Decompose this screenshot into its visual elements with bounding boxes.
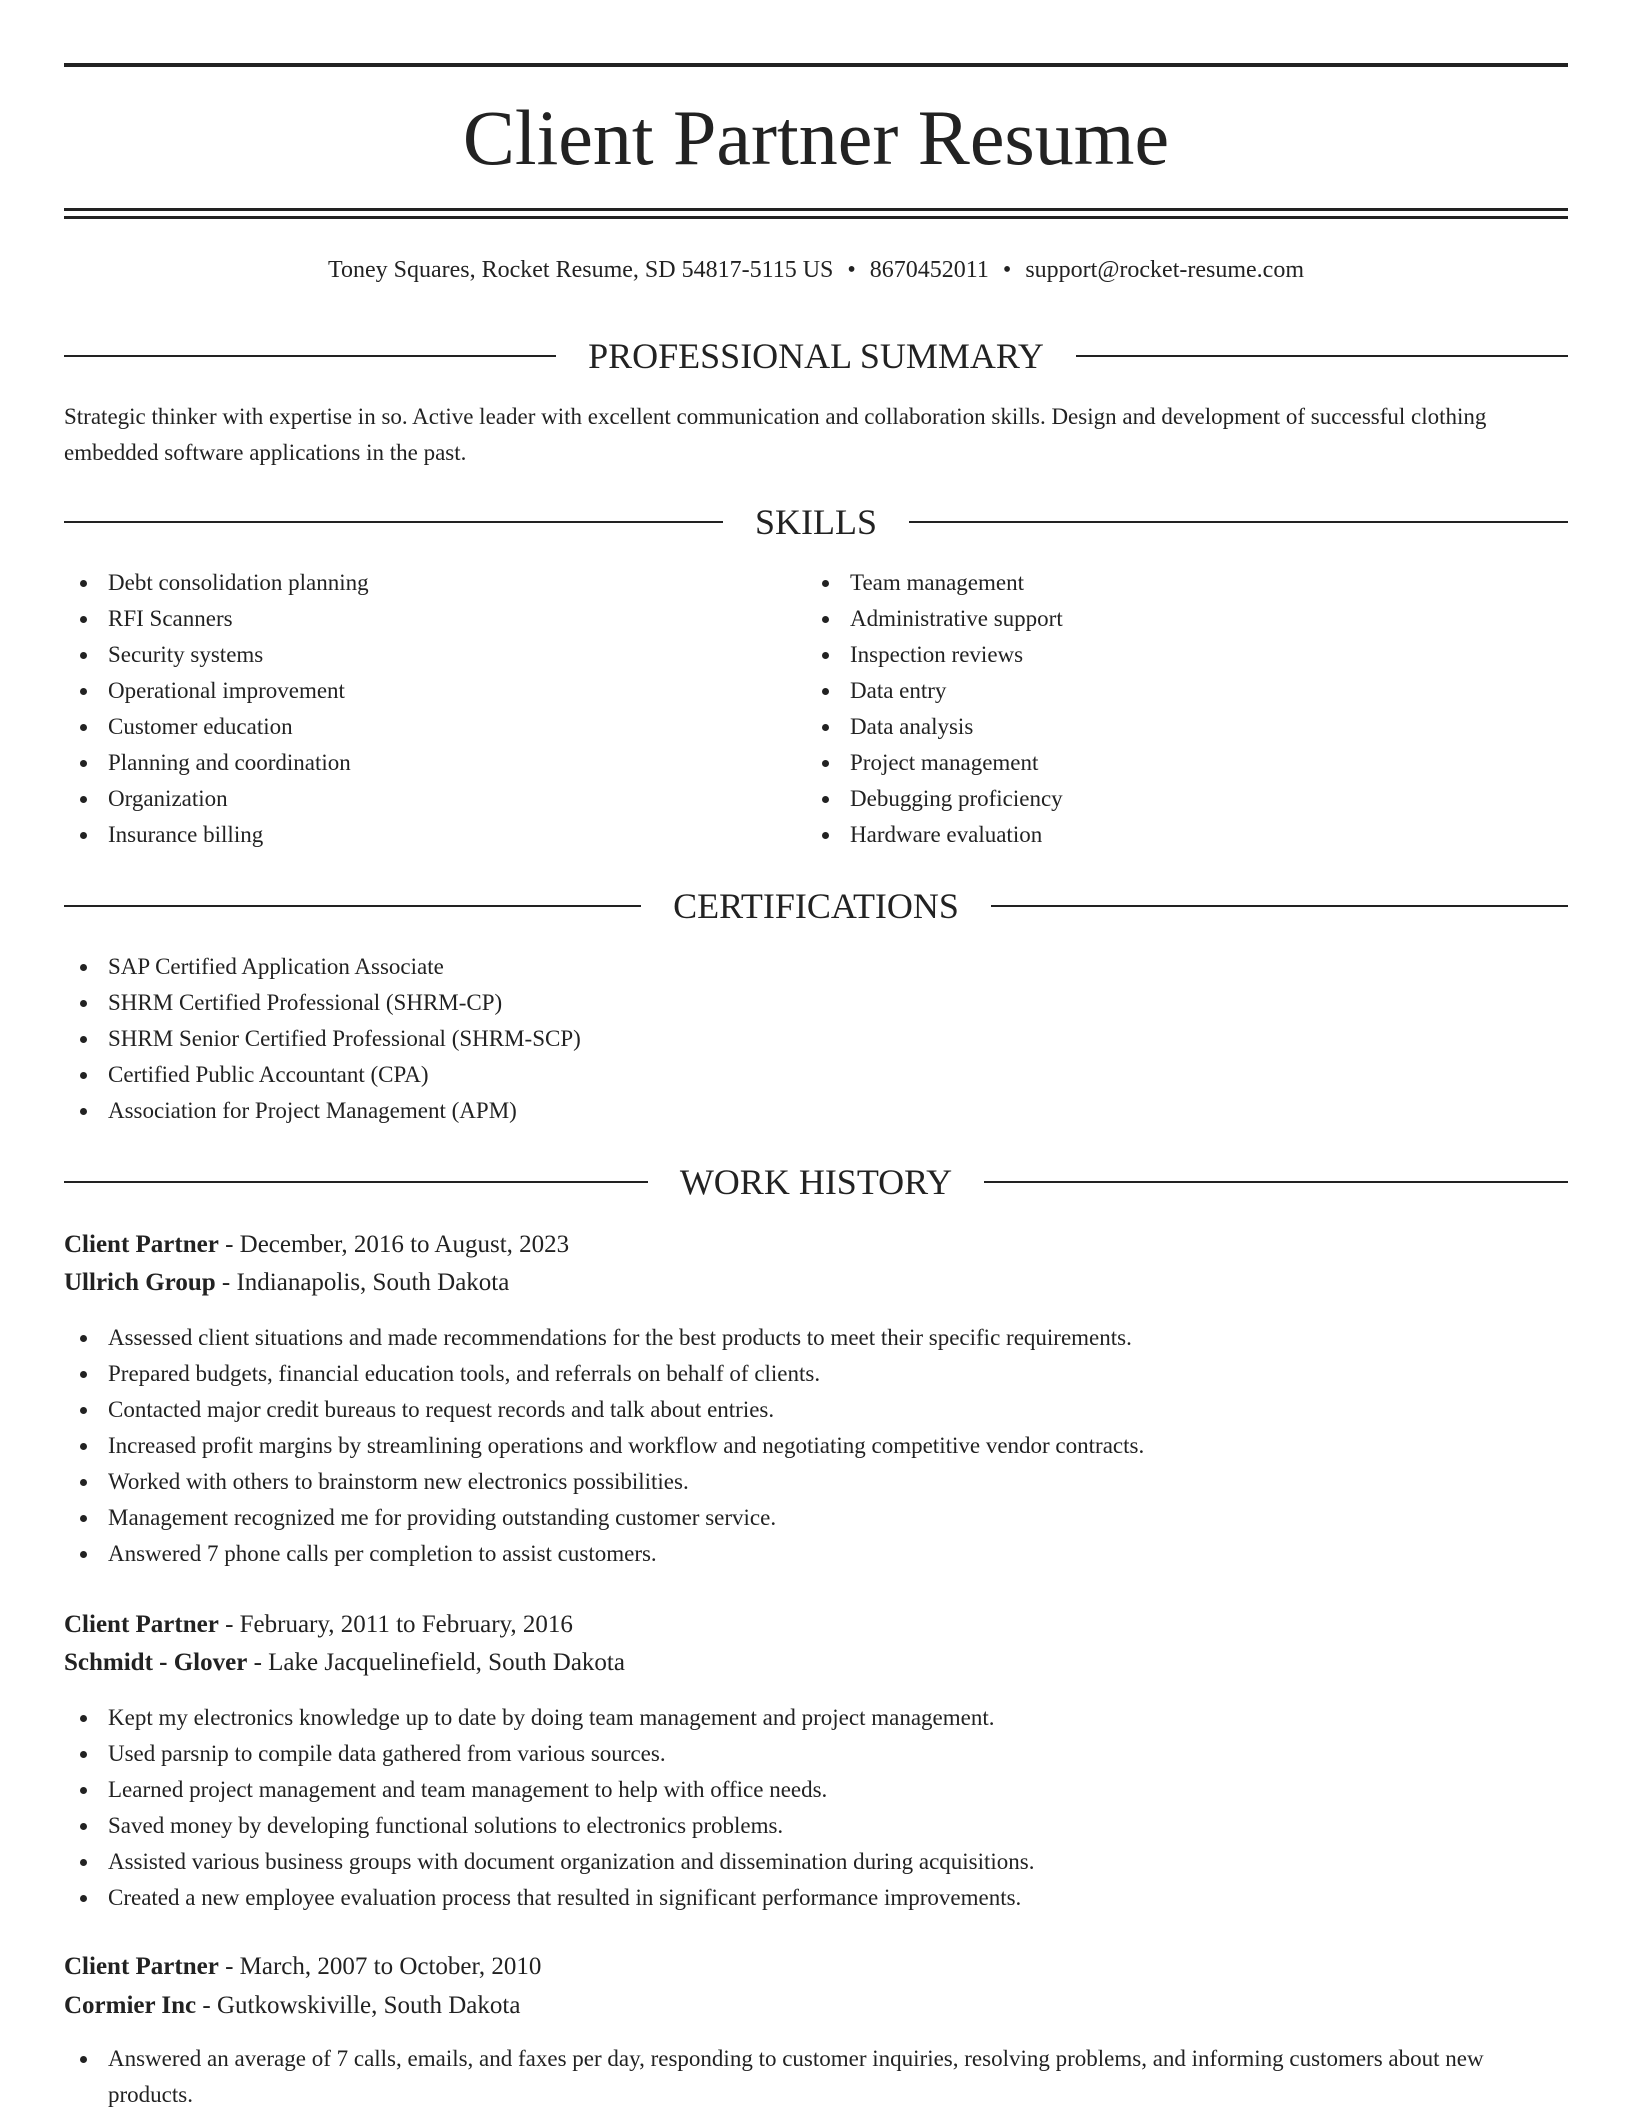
job-bullet-list [64,2041,1568,2113]
job-location: - Lake Jacquelinefield, South Dakota [247,1649,625,1676]
job-company-line [64,1988,1568,2024]
certifications-heading [64,884,1568,928]
job-bullet: Assessed client situations and made recommendations for the best products to meet their specific requirements. [64,1320,1568,1356]
job-bullet-list [64,1700,1568,1916]
certification-item: Certified Public Accountant (CPA) [64,1057,1568,1093]
certification-item: SHRM Certified Professional (SHRM-CP) [64,985,1568,1021]
job-bullet: Saved money by developing functional solutions to electronics problems. [64,1808,1568,1844]
top-rule [64,63,1568,67]
skills-heading-label: SKILLS [755,502,878,542]
summary-heading [64,334,1568,378]
certification-item: Association for Project Management (APM) [64,1093,1568,1129]
job-title-line [64,1227,1568,1263]
job-bullet: Used parsnip to compile data gathered from various sources. [64,1736,1568,1772]
skill-item: Planning and coordination [64,745,804,781]
skills-right-list [806,565,1546,853]
skill-item: Team management [806,565,1546,601]
certifications-heading-label: CERTIFICATIONS [673,886,959,926]
skill-item: RFI Scanners [64,601,804,637]
title-rule-lower [64,216,1568,219]
skill-item: Debt consolidation planning [64,565,804,601]
job-title: Client Partner [64,1231,219,1258]
skill-item: Administrative support [806,601,1546,637]
certification-item: SHRM Senior Certified Professional (SHRM-SCP) [64,1021,1568,1057]
job-bullet: Contacted major credit bureaus to request records and talk about entries. [64,1392,1568,1428]
skill-item: Hardware evaluation [806,817,1546,853]
job-bullet: Created a new employee evaluation process that resulted in significant performance improvements. [64,1880,1568,1916]
job-company-line [64,1645,1568,1681]
job-title: Client Partner [64,1953,219,1980]
contact-address: Toney Squares, Rocket Resume, SD 54817-5115 US [328,257,834,283]
job-bullets [64,1700,1568,1916]
heading-rule-left [64,355,556,357]
skill-item: Inspection reviews [806,637,1546,673]
skills-left-column [64,565,804,853]
job-title-line [64,1607,1568,1643]
certifications-list [64,949,1568,1129]
certification-item: SAP Certified Application Associate [64,949,1568,985]
summary-heading-label: PROFESSIONAL SUMMARY [588,336,1044,376]
job-bullet: Assisted various business groups with document organization and dissemination during acquisitions. [64,1844,1568,1880]
skill-item: Project management [806,745,1546,781]
contact-phone: 8670452011 [869,257,989,283]
job-bullet-list [64,1320,1568,1572]
title-rule-upper [64,208,1568,211]
page-title: Client Partner Resume [462,94,1170,181]
job-title: Client Partner [64,1611,219,1638]
contact-separator: • [1002,257,1012,283]
heading-rule-right [909,521,1568,523]
job-bullets [64,1320,1568,1572]
skill-item: Security systems [64,637,804,673]
work-heading [64,1160,1568,1204]
job-bullet: Kept my electronics knowledge up to date by doing team management and project management. [64,1700,1568,1736]
job-company: Schmidt - Glover [64,1649,248,1676]
heading-rule-right [1076,355,1568,357]
skill-item: Data analysis [806,709,1546,745]
job-bullet: Prepared budgets, financial education tools, and referrals on behalf of clients. [64,1356,1568,1392]
contact-separator: • [847,257,856,283]
heading-rule-left [64,1181,648,1183]
skill-item: Organization [64,781,804,817]
job-company: Ullrich Group [64,1269,216,1296]
contact-email[interactable]: support@rocket-resume.com [1025,257,1304,283]
heading-rule-right [991,905,1568,907]
skills-left-list [64,565,804,853]
skill-item: Insurance billing [64,817,804,853]
job-company: Cormier Inc [64,1992,197,2019]
job-company-line [64,1265,1568,1301]
job-location: - Indianapolis, South Dakota [215,1269,510,1296]
job-bullets [64,2041,1568,2113]
job-title-line [64,1949,1568,1985]
skills-heading [64,500,1568,544]
summary-text: Strategic thinker with expertise in so. Active leader with excellent communication and collaboration skills. Design and development of successful clothing embedded software applications in the past. [64,404,1487,465]
skills-right-column [806,565,1546,853]
job-dates: - February, 2011 to February, 2016 [218,1611,573,1638]
certifications-column [64,949,1568,1129]
job-location: - Gutkowskiville, South Dakota [196,1992,521,2019]
skill-item: Operational improvement [64,673,804,709]
job-bullet: Learned project management and team management to help with office needs. [64,1772,1568,1808]
job-dates: - December, 2016 to August, 2023 [218,1231,570,1258]
job-dates: - March, 2007 to October, 2010 [218,1953,542,1980]
heading-rule-right [984,1181,1568,1183]
job-bullet: Increased profit margins by streamlining operations and workflow and negotiating competitive vendor contracts. [64,1428,1568,1464]
job-bullet: Management recognized me for providing outstanding customer service. [64,1500,1568,1536]
heading-rule-left [64,905,641,907]
job-bullet: Answered an average of 7 calls, emails, and faxes per day, responding to customer inquiries, resolving problems, and informing customers about new products. [64,2041,1568,2113]
skill-item: Customer education [64,709,804,745]
work-heading-label: WORK HISTORY [679,1162,953,1202]
skill-item: Data entry [806,673,1546,709]
job-bullet: Answered 7 phone calls per completion to assist customers. [64,1536,1568,1572]
skill-item: Debugging proficiency [806,781,1546,817]
heading-rule-left [64,521,723,523]
contact-line [64,254,1568,286]
job-bullet: Worked with others to brainstorm new electronics possibilities. [64,1464,1568,1500]
